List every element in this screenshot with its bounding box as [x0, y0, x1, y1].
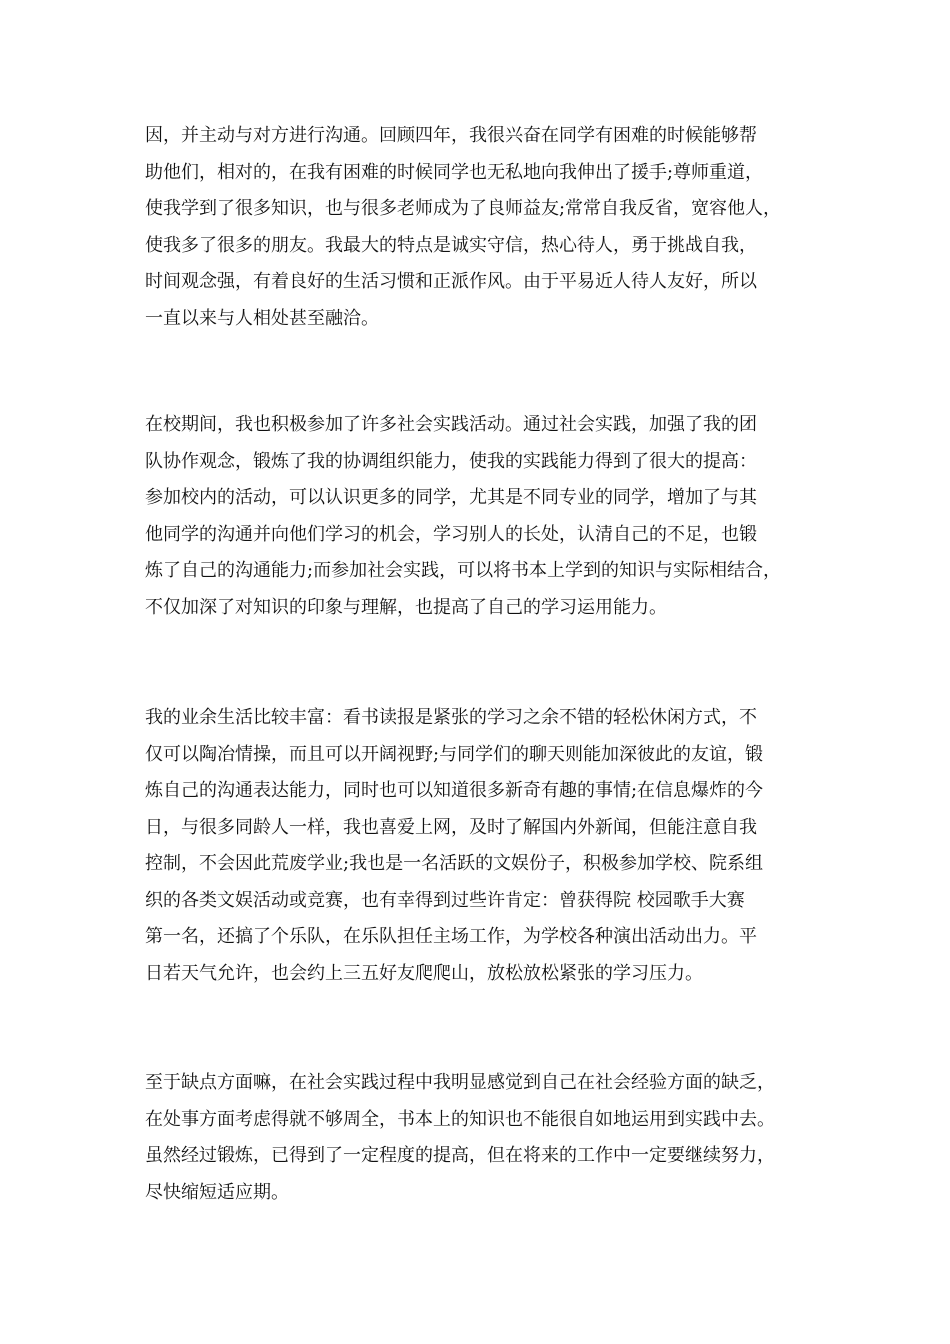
text-line: 在校期间，我也积极参加了许多社会实践活动。通过社会实践，加强了我的团	[145, 414, 757, 435]
text-line: 仅可以陶冶情操，而且可以开阔视野;与同学们的聊天则能加深彼此的友谊，锻	[145, 743, 764, 765]
text-line: 参加校内的活动，可以认识更多的同学，尤其是不同专业的同学，增加了与其	[145, 487, 757, 508]
text-line: 在处事方面考虑得就不够周全，书本上的知识也不能很自如地运用到实践中去。	[145, 1108, 775, 1130]
text-line: 虽然经过锻炼，已得到了一定程度的提高，但在将来的工作中一定要继续努力，	[145, 1145, 775, 1166]
text-line: 时间观念强，有着良好的生活习惯和正派作风。由于平易近人待人友好，所以	[145, 271, 757, 292]
text-line: 因，并主动与对方进行沟通。回顾四年，我很兴奋在同学有困难的时候能够帮	[145, 125, 757, 146]
text-line: 助他们，相对的，在我有困难的时候同学也无私地向我伸出了援手;尊师重道，	[145, 161, 764, 183]
text-line: 日，与很多同龄人一样，我也喜爱上网，及时了解国内外新闻，但能注意自我	[145, 816, 757, 838]
text-line: 第一名，还搞了个乐队，在乐队担任主场工作，为学校各种演出活动出力。平	[145, 926, 757, 947]
text-line: 织的各类文娱活动或竞赛，也有幸得到过些许肯定：曾获得院 校园歌手大赛	[145, 889, 745, 911]
text-line: 日若天气允许，也会约上三五好友爬爬山，放松放松紧张的学习压力。	[145, 962, 703, 984]
text-line: 炼了自己的沟通能力;而参加社会实践，可以将书本上学到的知识与实际相结合，	[145, 560, 782, 581]
text-line: 不仅加深了对知识的印象与理解，也提高了自己的学习运用能力。	[145, 596, 667, 618]
text-line: 使我多了很多的朋友。我最大的特点是诚实守信，热心待人，勇于挑战自我，	[145, 234, 757, 256]
text-line: 他同学的沟通并向他们学习的机会，学习别人的长处，认清自己的不足，也锻	[145, 523, 757, 545]
text-line: 使我学到了很多知识，也与很多老师成为了良师益友;常常自我反省，宽容他人，	[145, 198, 782, 219]
text-line: 至于缺点方面嘛，在社会实践过程中我明显感觉到自己在社会经验方面的缺乏，	[145, 1072, 775, 1093]
text-line: 我的业余生活比较丰富：看书读报是紧张的学习之余不错的轻松休闲方式，不	[145, 707, 757, 728]
text-line: 一直以来与人相处甚至融洽。	[145, 307, 379, 329]
text-line: 尽快缩短适应期。	[145, 1181, 289, 1203]
paragraph-4	[145, 1065, 825, 1211]
text-line: 队协作观念，锻炼了我的协调组织能力，使我的实践能力得到了很大的提高：	[145, 450, 757, 472]
paragraph-1	[145, 118, 825, 337]
paragraph-2	[145, 407, 825, 626]
text-line: 炼自己的沟通表达能力，同时也可以知道很多新奇有趣的事情;在信息爆炸的今	[145, 780, 764, 801]
paragraph-3	[145, 700, 825, 992]
text-line: 控制，不会因此荒废学业;我也是一名活跃的文娱份子，积极参加学校、院系组	[145, 853, 764, 874]
